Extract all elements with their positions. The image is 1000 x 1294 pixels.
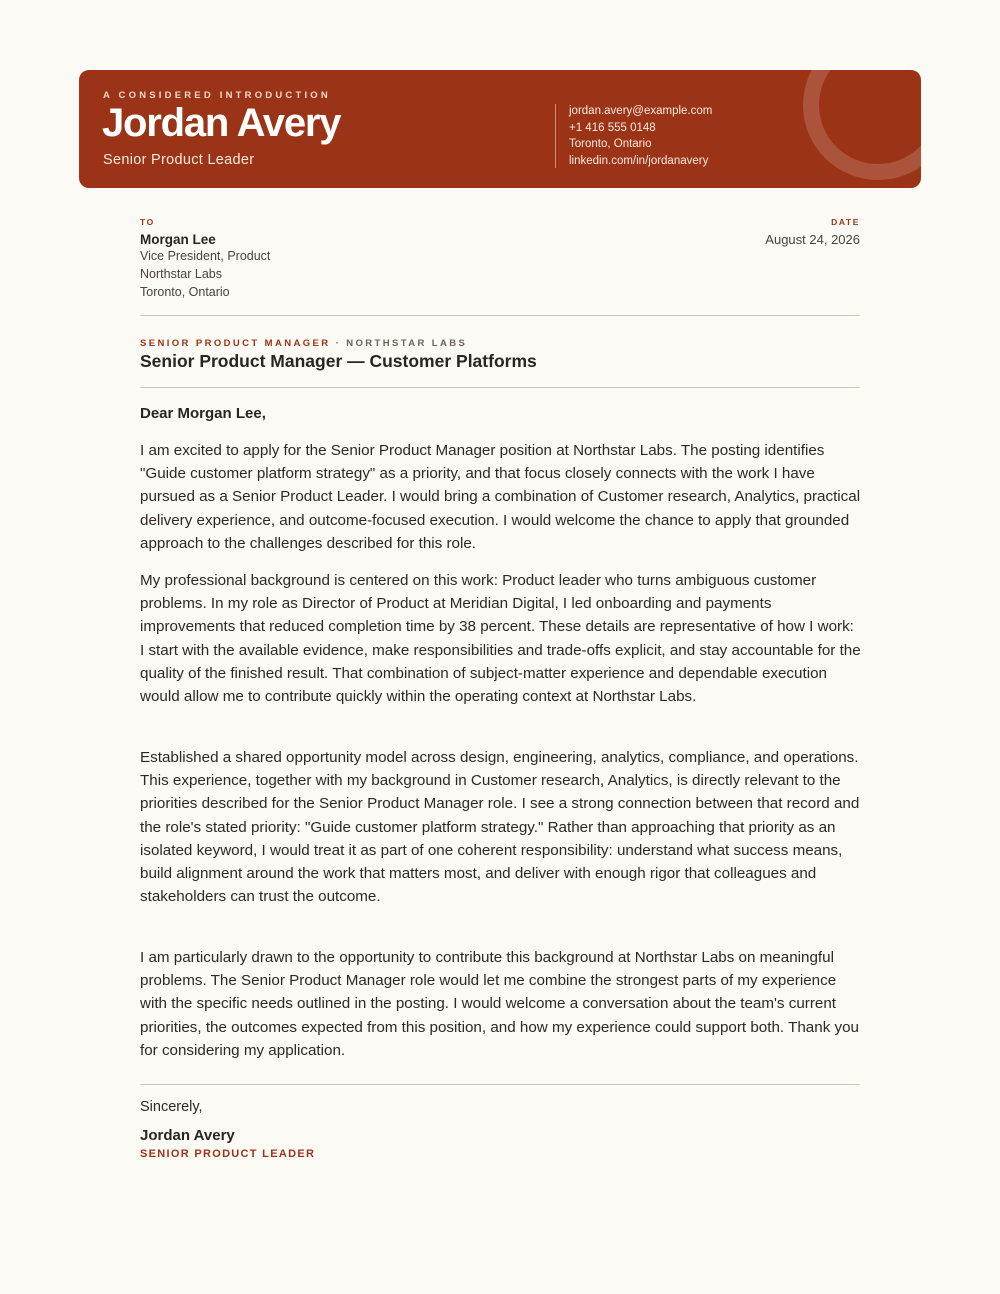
paragraph-text: Established a shared opportunity model across design, engineering, analytics, compliance, and operations. This experience, together with my background in Customer research, Analytics, is directly relevant to the priorities described for the Senior Product Manager role. I see a strong connection between that record and the role's stated priority: "Guide customer platform strategy." Rather than approaching that priority as an isolated keyword, I would treat it as part of one coherent responsibility: understand what success means, build alignment around the work that matters most, and deliver with enough rigor that colleagues and stakeholders can trust the outcome. [140,749,860,906]
recipient-block [140,217,270,301]
recipient-label: TO [140,217,155,227]
paragraph-text: I am excited to apply for the Senior Product Manager position at Northstar Labs. The posting identifies "Guide customer platform strategy" as a priority, and that focus closely connects with the work I have pursued as a Senior Product Leader. I would bring a combination of Customer research, Analytics, practical delivery experience, and outcome-focused execution. I would welcome the chance to apply that grounded approach to the challenges described for this role. [140,442,861,552]
divider-subject [140,387,860,388]
contact-location: Toronto, Ontario [569,138,652,150]
subject-eyebrow [140,338,467,349]
body-paragraph-4 [140,946,862,1062]
subject-separator: · [335,338,342,349]
paragraph-text: My professional background is centered on this work: Product leader who turns ambiguous customer problems. In my role as Director of Product at Meridian Digital, I led onboarding and payments improvements that reduced completion time by 38 percent. These details are representative of how I work: I start with the available evidence, make responsibilities and trade-offs explicit, and stay accountable for the quality of the finished result. That combination of subject-matter experience and dependable execution would allow me to contribute quickly within the operating context at Northstar Labs. [140,572,861,706]
closing: Sincerely, [140,1099,203,1115]
sender-name: Jordan Avery [102,101,341,145]
date-block [765,217,860,247]
signature-role: SENIOR PRODUCT LEADER [140,1148,316,1160]
decorative-ring [803,70,921,180]
contact-phone[interactable]: +1 416 555 0148 [569,121,656,134]
body-paragraph-2 [140,569,862,708]
body-paragraph-3 [140,746,862,908]
recipient-company: Northstar Labs [140,267,222,281]
divider-bottom [140,1084,860,1085]
signature-name: Jordan Avery [140,1127,235,1144]
paragraph-text: I am particularly drawn to the opportunity to contribute this background at Northstar Labs on meaningful problems. The Senior Product Manager role would let me combine the strongest parts of my experience with the specific needs outlined in the posting. I would welcome a conversation about the team's current priorities, the outcomes expected from this position, and how my experience could support both. Thank you for considering my application. [140,949,859,1059]
salutation: Dear Morgan Lee, [140,405,266,422]
recipient-name: Morgan Lee [140,232,216,247]
recipient-location: Toronto, Ontario [140,285,230,299]
subject-company: NORTHSTAR LABS [346,338,468,349]
recipient-title: Vice President, Product [140,249,271,263]
header-eyebrow: A CONSIDERED INTRODUCTION [103,90,331,101]
date-label: DATE [831,217,860,227]
divider-top [140,315,860,316]
body-paragraph-1 [140,439,862,555]
date-value: August 24, 2026 [765,232,860,247]
sender-role: Senior Product Leader [103,152,255,168]
subject-title: Senior Product Manager — Customer Platforms [140,351,537,371]
contact-divider [555,104,556,168]
contact-linkedin[interactable]: linkedin.com/in/jordanavery [569,154,709,167]
subject-position: SENIOR PRODUCT MANAGER [140,338,331,349]
contact-block [569,103,712,169]
contact-email[interactable]: jordan.avery@example.com [569,105,713,117]
letter-header [79,70,921,188]
